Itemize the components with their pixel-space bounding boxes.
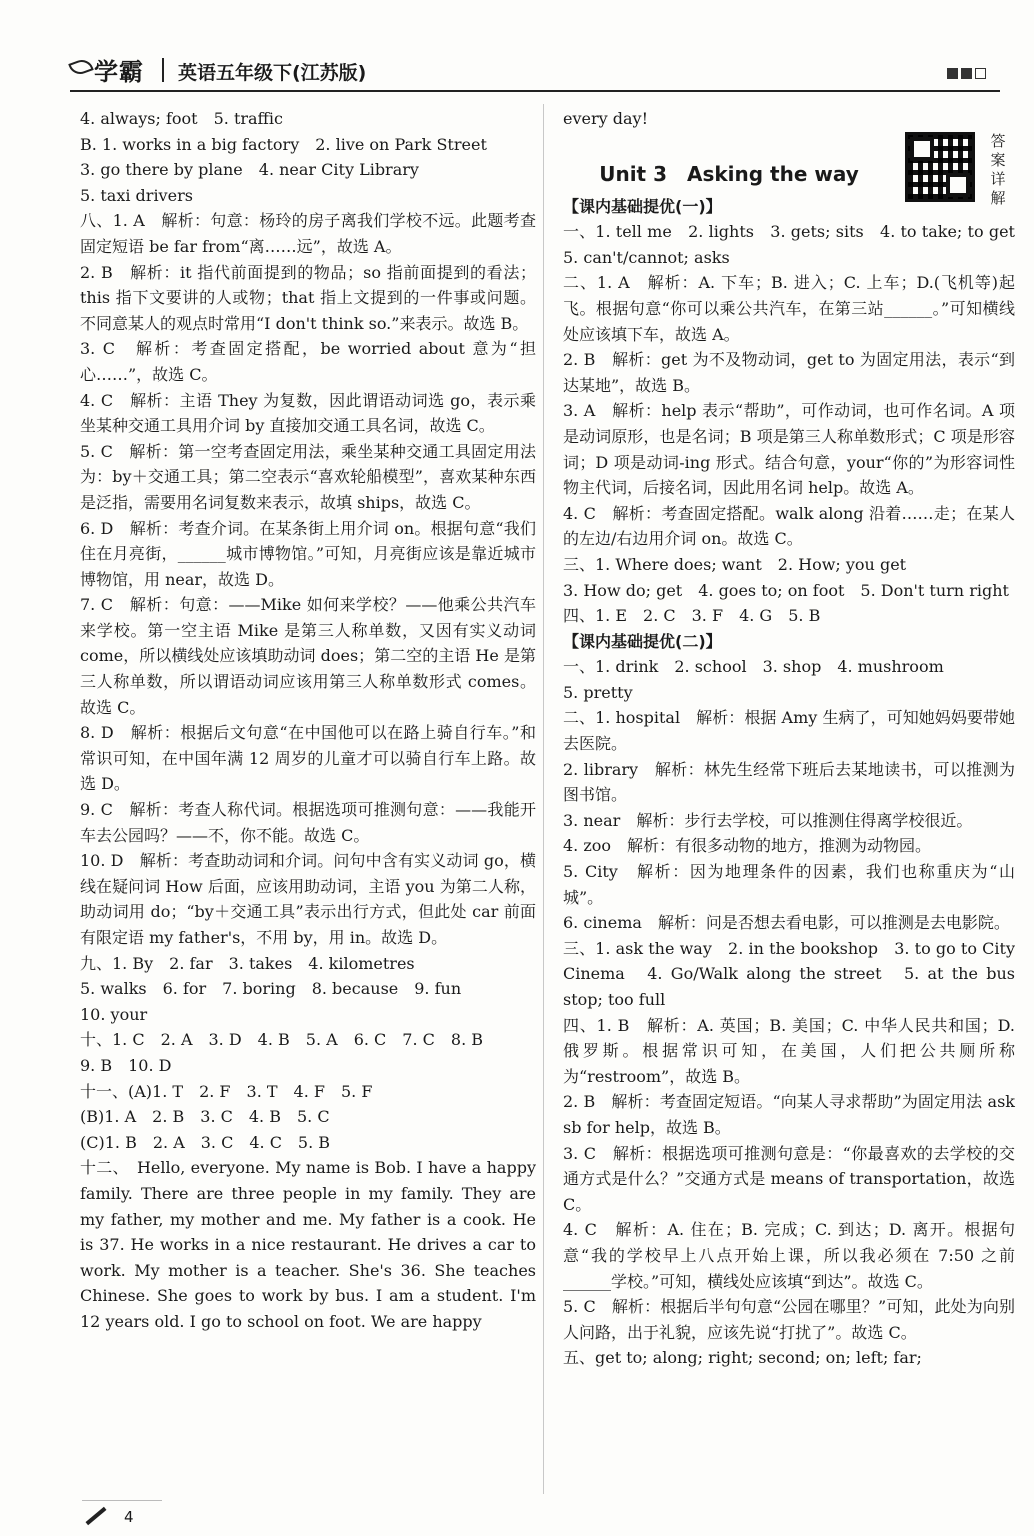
answer-line: 4. C 解析：考查固定搭配。walk along 沿着……走；在某人的左边/右边用介词 on。故选 C。 xyxy=(563,503,1015,549)
column-divider xyxy=(543,104,544,1494)
answer-line: 十一、(A)1. T 2. F 3. T 4. F 5. F xyxy=(80,1081,373,1101)
square-icon xyxy=(947,68,958,79)
answer-line: 一、1. drink 2. school 3. shop 4. mushroom xyxy=(563,657,944,677)
answer-line: B. 1. works in a big factory 2. live on Park Street xyxy=(80,134,487,154)
page-header xyxy=(70,52,1000,94)
answer-line: 9. C 解析：考查人称代词。根据选项可推测句意：——我能开车去公园吗？——不，你不能。故选 C。 xyxy=(80,800,536,845)
answer-line: 9. B 10. D xyxy=(80,1055,172,1075)
answer-line: 5. City 解析：因为地理条件的因素，我们也称重庆为“山城”。 xyxy=(563,862,1015,907)
square-icon xyxy=(961,68,972,79)
right-column xyxy=(563,106,1032,1371)
answer-line: 3. near 解析：步行去学校，可以推测住得离学校很近。 xyxy=(563,810,973,830)
answer-line: 10. your xyxy=(80,1004,148,1024)
answer-line: 6. D 解析：考查介词。在某条街上用介词 on。根据句意“我们住在月亮街，______城市博物馆。”可知，月亮街应该是靠近城市博物馆，用 near，故选 D。 xyxy=(80,518,536,589)
header-rule xyxy=(70,90,1000,92)
answer-line: 5. C 解析：根据后半句句意“公园在哪里？”可知，此处为向别人问路，出于礼貌，应该先说“打扰了”。故选 C。 xyxy=(563,1297,1015,1342)
header-separator xyxy=(162,58,164,82)
leaf-icon xyxy=(68,57,93,78)
qr-label: 答案详解 xyxy=(990,132,1006,207)
section-heading: 【课内基础提优(二)】 xyxy=(563,631,722,651)
header-squares-decoration xyxy=(947,68,986,79)
answer-line: 十二、 Hello, everyone. My name is Bob. I have a happy family. There are three people in my family. They are my father, my mother and me. My father is a cook. He is 37. He works in a nice restaurant. He drives a car to work. My mother is a teacher. She's 36. She teaches Chinese. She goes to work by bus. I am a student. I'm 12 years old. I go to school on foot. We are happy xyxy=(80,1158,536,1331)
answer-line: 4. always; foot 5. traffic xyxy=(80,109,284,128)
answer-line: 5. taxi drivers xyxy=(80,185,193,205)
answer-line: 十、1. C 2. A 3. D 4. B 5. A 6. C 7. C 8. B xyxy=(80,1030,483,1050)
page-footer xyxy=(84,1508,134,1526)
answer-line: 3. C 解析：考查固定搭配，be worried about 意为“担心……”，故选 C。 xyxy=(80,339,536,384)
answer-line: (B)1. A 2. B 3. C 4. B 5. C xyxy=(80,1107,330,1127)
answer-line: 4. zoo 解析：有很多动物的地方，推测为动物园。 xyxy=(563,836,932,856)
unit-title: Unit 3 Asking the way xyxy=(599,161,859,186)
square-outline-icon xyxy=(975,68,986,79)
answer-line: 2. library 解析：林先生经常下班后去某地读书，可以推测为图书馆。 xyxy=(563,759,1015,805)
qr-code-icon[interactable] xyxy=(905,132,975,202)
answer-line: 5. walks 6. for 7. boring 8. because 9. fun xyxy=(80,979,462,999)
page-number: 4 xyxy=(124,1508,134,1526)
answer-line: 2. B 解析：it 指代前面提到的物品；so 指前面提到的看法；this 指下文要讲的人或物；that 指上文提到的一件事或问题。不同意某人的观点时常用“I don't think so.”来表示。故选 B。 xyxy=(80,262,536,333)
answer-line: 2. B 解析：考查固定短语。“向某人寻求帮助”为固定用法 ask sb for help，故选 B。 xyxy=(563,1092,1015,1137)
answer-line: 6. cinema 解析：问是否想去看电影，可以推测是去电影院。 xyxy=(563,913,1010,933)
answer-line: 一、1. tell me 2. lights 3. gets; sits 4. to take; to get 5. can't/cannot; asks xyxy=(563,222,1032,267)
answer-line: 八、1. A 解析：句意：杨玲的房子离我们学校不远。此题考查固定短语 be far from“离……远”，故选 A。 xyxy=(80,211,536,256)
answer-line: 三、1. Where does; want 2. How; you get xyxy=(563,554,907,574)
left-column xyxy=(80,106,536,1335)
answer-line: 三、1. ask the way 2. in the bookshop 3. to go to City Cinema 4. Go/Walk along the street 5. at the bus stop; too full xyxy=(563,938,1015,1009)
answer-line: 5. pretty xyxy=(563,682,633,702)
answer-line: 二、1. A 解析：A. 下车；B. 进入；C. 上车；D.(飞机等)起飞。根据句意“你可以乘公共汽车，在第三站______。”可知横线处应该填下车，故选 A。 xyxy=(563,273,1015,344)
answer-line: 五、get to; along; right; second; on; left; far; xyxy=(563,1348,922,1368)
pencil-icon xyxy=(86,1507,107,1525)
answer-line: 3. go there by plane 4. near City Library xyxy=(80,160,419,180)
answer-line: 3. A 解析：help 表示“帮助”，可作动词，也可作名词。A 项是动词原形，也是名词；B 项是第三人称单数形式；C 项是形容词；D 项是动词-ing 形式。结合句意，your“你的”为形容词性物主代词，后接名词，因此用名词 help。故选 A。 xyxy=(563,401,1015,498)
answer-line: every day! xyxy=(563,109,648,128)
section-heading: 【课内基础提优(一)】 xyxy=(563,196,722,216)
answer-line: 四、1. E 2. C 3. F 4. G 5. B xyxy=(563,606,821,626)
answer-line: (C)1. B 2. A 3. C 4. C 5. B xyxy=(80,1132,331,1152)
answer-line: 10. D 解析：考查助动词和介词。问句中含有实义动词 go，横线在疑问词 How 后面，应该用助动词，主语 you 为第二人称，助动词用 do；“by＋交通工具”表示出行方式，但此处 car 前面有限定语 my father's，不用 by，用 in。故选 D。 xyxy=(80,851,536,947)
answer-line: 8. D 解析：根据后文句意“在中国他可以在路上骑自行车。”和常识可知，在中国年满 12 周岁的儿童才可以骑自行车上路。故选 D。 xyxy=(80,723,536,794)
answer-line: 2. B 解析：get 为不及物动词，get to 为固定用法，表示“到达某地”，故选 B。 xyxy=(563,350,1015,395)
answer-line: 3. How do; get 4. goes to; on foot 5. Don't turn right xyxy=(563,580,1009,600)
logo-text: 学霸 xyxy=(94,58,144,86)
answer-line: 四、1. B 解析：A. 英国；B. 美国；C. 中华人民共和国；D. 俄罗斯。根据常识可知，在美国，人们把公共厕所称为“restroom”，故选 B。 xyxy=(563,1015,1015,1086)
book-title: 英语五年级下(江苏版) xyxy=(178,62,367,84)
answer-line: 九、1. By 2. far 3. takes 4. kilometres xyxy=(80,953,415,973)
footer-rule xyxy=(82,1500,162,1501)
brand-logo xyxy=(70,52,144,87)
answer-line: 7. C 解析：句意：——Mike 如何来学校？——他乘公共汽车来学校。第一空主语 Mike 是第三人称单数，又因有实义动词 come，所以横线处应该填助动词 does；第二空的主语 He 是第三人称单数，所以谓语动词应该用第三人称单数形式 comes。故选 C。 xyxy=(80,595,536,717)
answer-line: 二、1. hospital 解析：根据 Amy 生病了，可知她妈妈要带她去医院。 xyxy=(563,708,1015,754)
answer-line: 4. C 解析：主语 They 为复数，因此谓语动词选 go，表示乘坐某种交通工具用介词 by 直接加交通工具名词，故选 C。 xyxy=(80,390,536,436)
answer-line: 3. C 解析：根据选项可推测句意是：“你最喜欢的去学校的交通方式是什么？”交通方式是 means of transportation，故选 C。 xyxy=(563,1143,1015,1214)
answer-line: 5. C 解析：第一空考查固定用法，乘坐某种交通工具固定用法为：by＋交通工具；第二空表示“喜欢轮船模型”，喜欢某种东西是泛指，需要用名词复数来表示，故填 ships，故选 C。 xyxy=(80,441,536,512)
answer-line: 4. C 解析：A. 住在；B. 完成；C. 到达；D. 离开。根据句意“我的学校早上八点开始上课，所以我必须在 7:50 之前______学校。”可知，横线处应该填“到达”。故选 C。 xyxy=(563,1220,1015,1291)
